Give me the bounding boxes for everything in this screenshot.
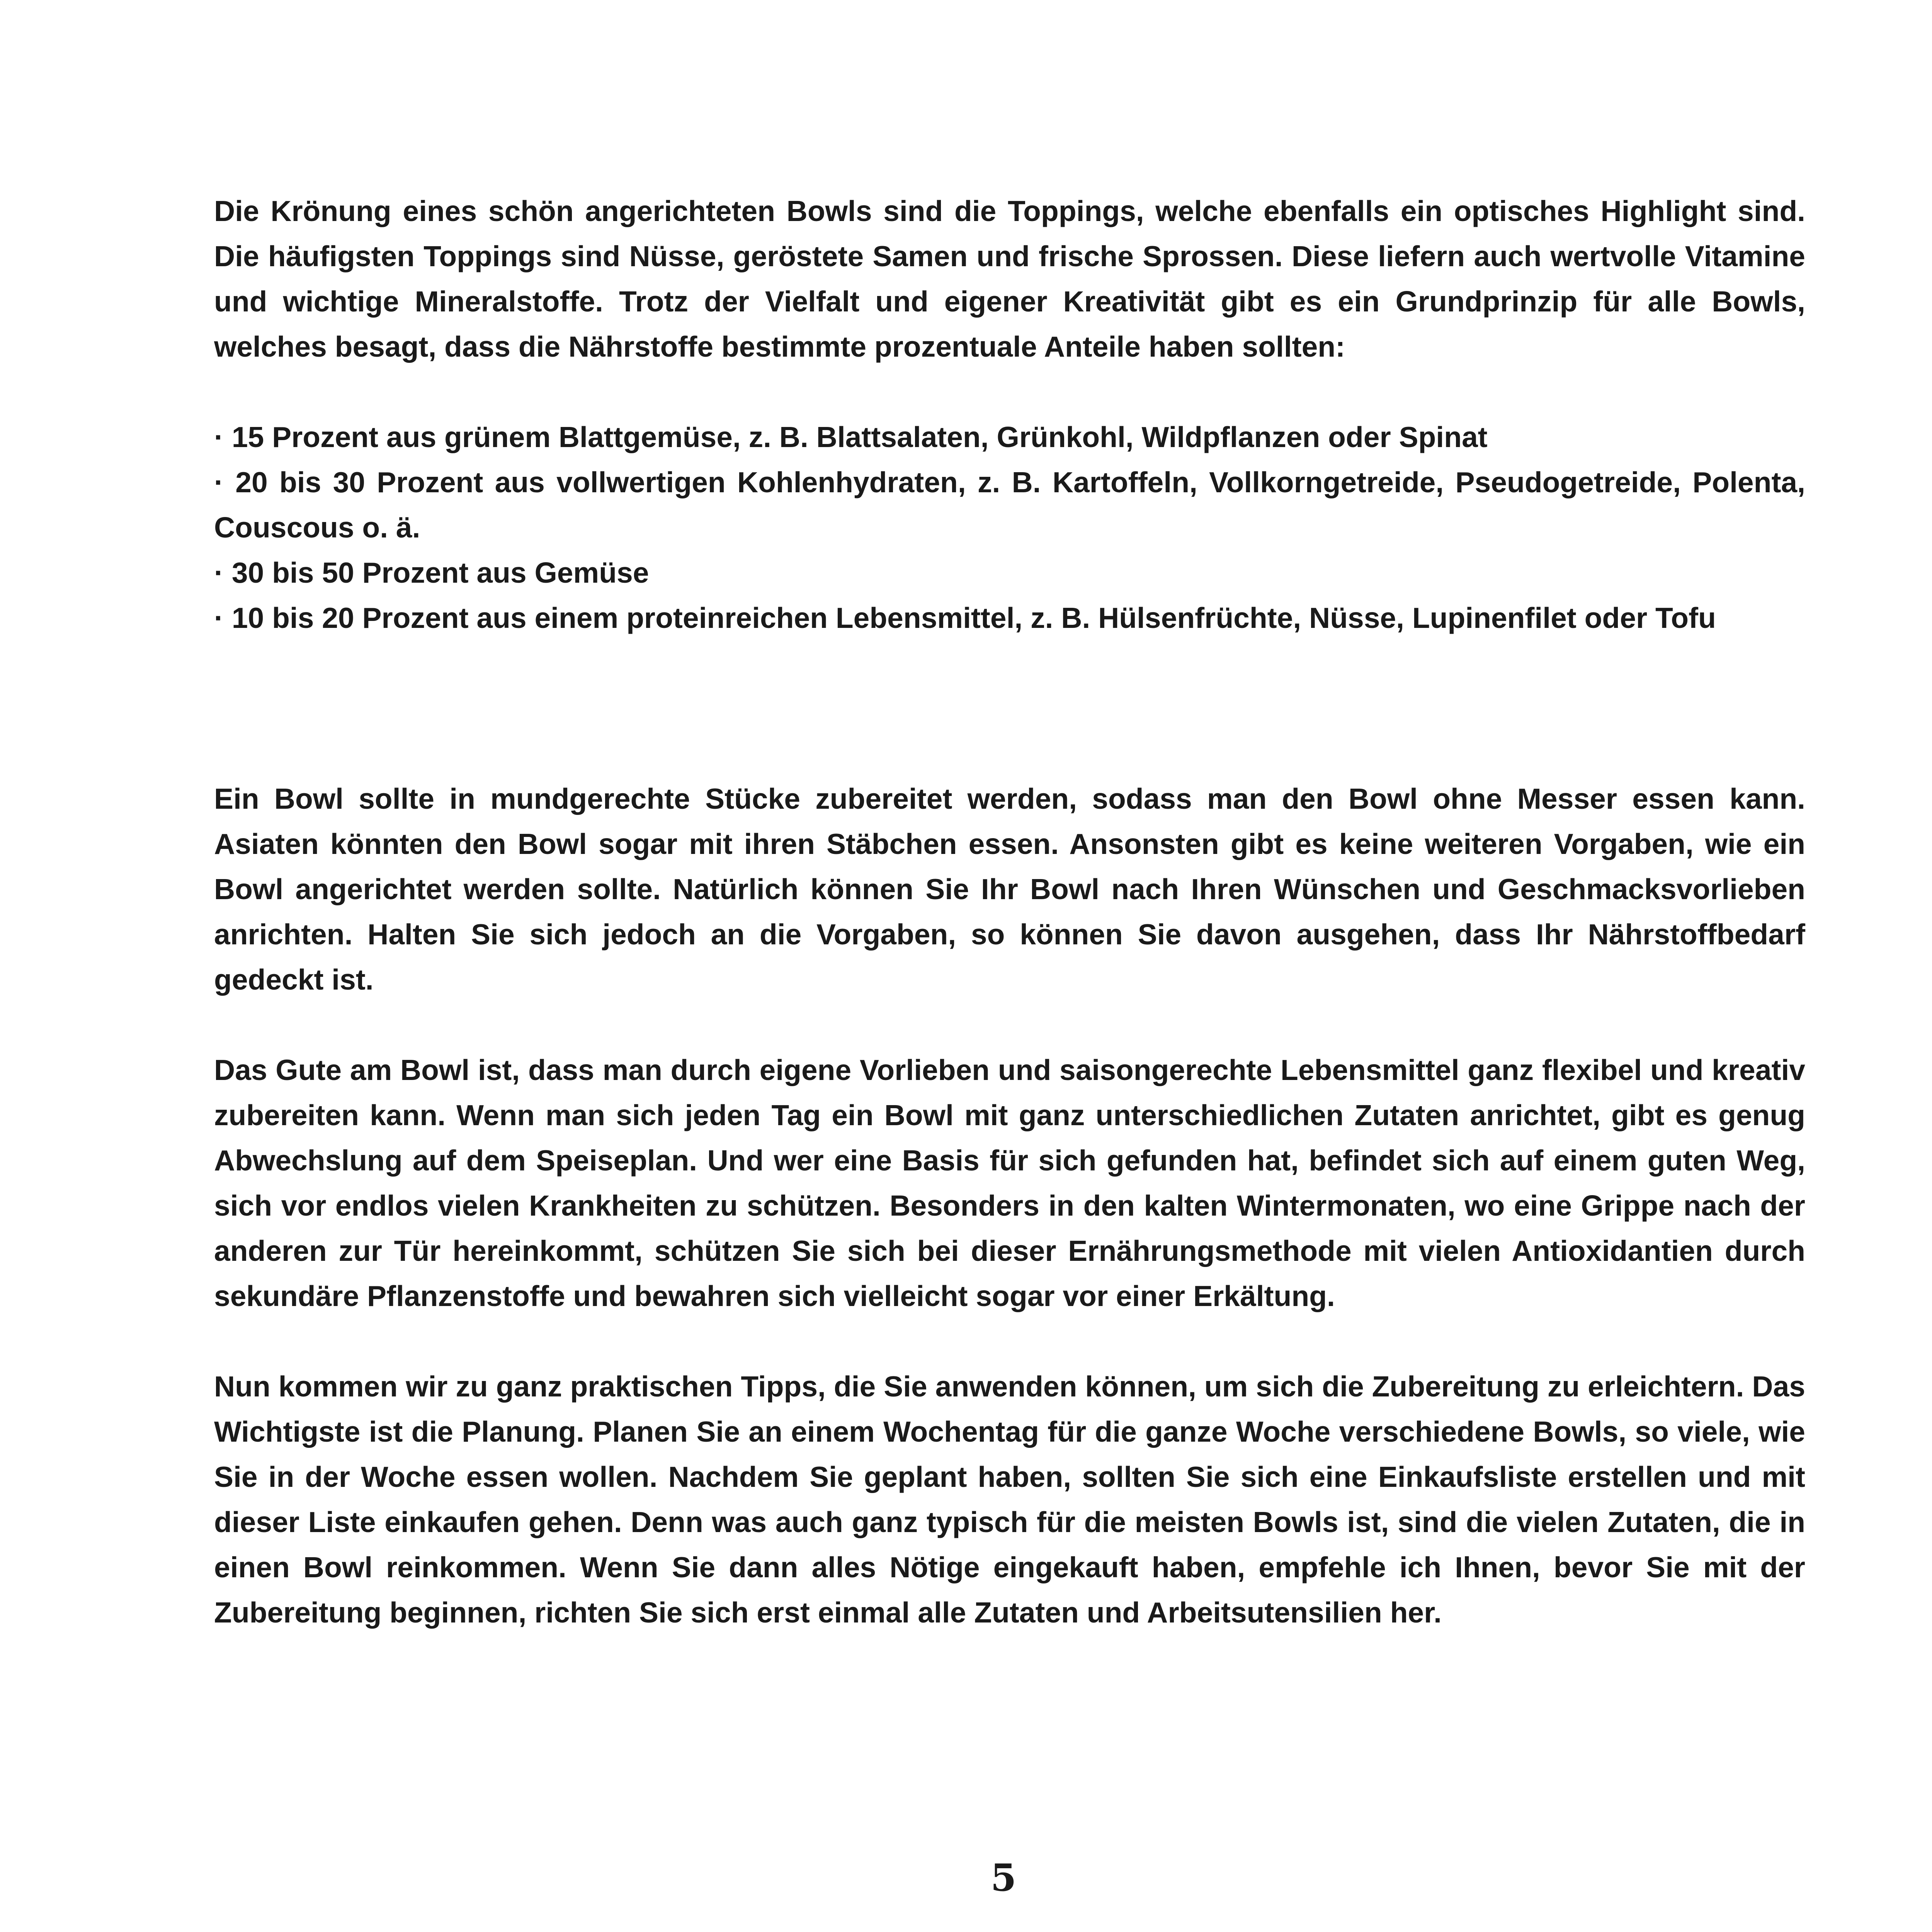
list-item: · 30 bis 50 Prozent aus Gemüse (214, 556, 649, 589)
paragraph-benefits: Das Gute am Bowl ist, dass man durch eigene Vorlieben und saisongerechte Lebensmittel ganz flexibel und kreativ zubereiten kann. Wenn man sich jeden Tag ein Bowl mit ganz unterschiedlichen Zutaten anrichtet, gibt es genug Abwechslung auf dem Speiseplan. Und wer eine Basis für sich gefunden hat, befindet sich auf einem guten Weg, sich vor endlos vielen Krankheiten zu schützen. Besonders in den kalten Wintermonaten, wo eine Grippe nach der anderen zur Tür hereinkommt, schützen Sie sich bei dieser Ernährungsmethode mit vielen Antioxidantien durch sekundäre Pflanzenstoffe und bewahren sich vielleicht sogar vor einer Erkältung. (214, 1054, 1805, 1312)
list-item: · 20 bis 30 Prozent aus vollwertigen Kohlenhydraten, z. B. Kartoffeln, Vollkorngetreide, Pseudogetreide, Polenta, Couscous o. ä. (214, 466, 1805, 544)
page-number: 5 (990, 1856, 1017, 1900)
page-body (214, 189, 1805, 1635)
list-item: · 10 bis 20 Prozent aus einem proteinreichen Lebensmittel, z. B. Hülsenfrüchte, Nüsse, Lupinenfilet oder Tofu (214, 602, 1716, 634)
nutrient-proportion-list (214, 415, 1805, 641)
list-item: · 15 Prozent aus grünem Blattgemüse, z. B. Blattsalaten, Grünkohl, Wildpflanzen oder Spinat (214, 421, 1488, 453)
intro-paragraph: Die Krönung eines schön angerichteten Bowls sind die Toppings, welche ebenfalls ein optisches Highlight sind. Die häufigsten Toppings sind Nüsse, geröstete Samen und frische Sprossen. Diese liefern auch wertvolle Vitamine und wichtige Mineralstoffe. Trotz der Vielfalt und eigener Kreativität gibt es ein Grundprinzip für alle Bowls, welches besagt, dass die Nährstoffe bestimmte prozentuale Anteile haben sollten: (214, 195, 1805, 363)
paragraph-practical-tips: Nun kommen wir zu ganz praktischen Tipps, die Sie anwenden können, um sich die Zubereitung zu erleichtern. Das Wichtigste ist die Planung. Planen Sie an einem Wochentag für die ganze Woche verschiedene Bowls, so viele, wie Sie in der Woche essen wollen. Nachdem Sie geplant haben, sollten Sie sich eine Einkaufsliste erstellen und mit dieser Liste einkaufen gehen. Denn was auch ganz typisch für die meisten Bowls ist, sind die vielen Zutaten, die in einen Bowl reinkommen. Wenn Sie dann alles Nötige eingekauft haben, empfehle ich Ihnen, bevor Sie mit der Zubereitung beginnen, richten Sie sich erst einmal alle Zutaten und Arbeitsutensilien her. (214, 1370, 1805, 1629)
paragraph-preparation: Ein Bowl sollte in mundgerechte Stücke zubereitet werden, sodass man den Bowl ohne Messer essen kann. Asiaten könnten den Bowl sogar mit ihren Stäbchen essen. Ansonsten gibt es keine weiteren Vorgaben, wie ein Bowl angerichtet werden sollte. Natürlich können Sie Ihr Bowl nach Ihren Wünschen und Geschmacksvorlieben anrichten. Halten Sie sich jedoch an die Vorgaben, so können Sie davon ausgehen, dass Ihr Nährstoffbedarf gedeckt ist. (214, 782, 1805, 996)
